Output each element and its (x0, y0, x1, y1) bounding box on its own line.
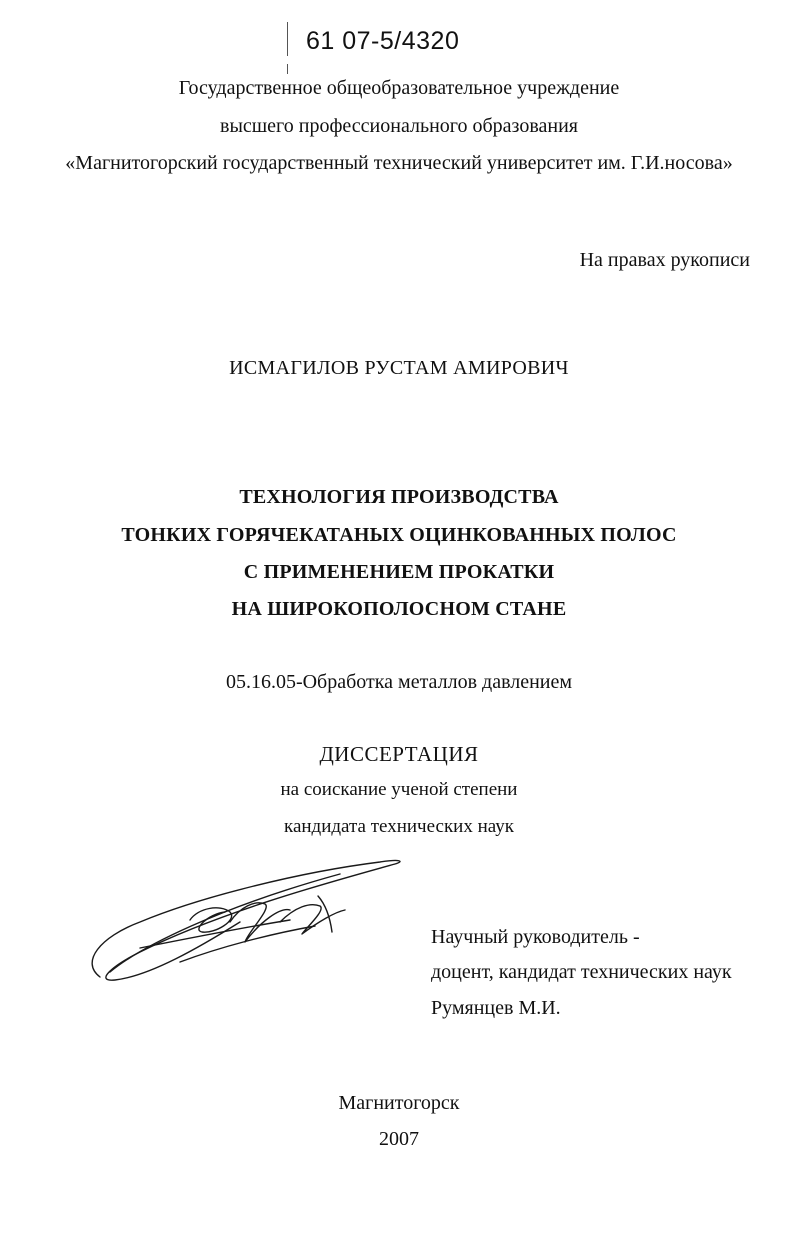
scan-mark-bottom (287, 64, 288, 74)
scan-mark-top (287, 22, 288, 56)
dissertation-label: ДИССЕРТАЦИЯ (319, 742, 479, 766)
institution-line-2: высшего профессионального образования (220, 115, 578, 137)
city: Магнитогорск (338, 1092, 460, 1114)
thesis-title-line-2: ТОНКИХ ГОРЯЧЕКАТАНЫХ ОЦИНКОВАННЫХ ПОЛОС (121, 524, 677, 546)
author-name: ИСМАГИЛОВ РУСТАМ АМИРОВИЧ (229, 357, 569, 379)
thesis-title-line-3: С ПРИМЕНЕНИЕМ ПРОКАТКИ (243, 561, 555, 583)
author-signature (80, 852, 410, 992)
supervisor-title: Научный руководитель - (431, 926, 640, 948)
thesis-title-line-1: ТЕХНОЛОГИЯ ПРОИЗВОДСТВА (239, 486, 559, 508)
thesis-title-line-4: НА ШИРОКОПОЛОСНОМ СТАНЕ (231, 598, 567, 620)
institution-line-3: «Магнитогорский государственный технический университет им. Г.И.носова» (65, 152, 733, 174)
document-number: 61 07-5/4320 (306, 27, 460, 55)
degree-line-1: на соискание ученой степени (280, 779, 518, 800)
supervisor-name: Румянцев М.И. (431, 997, 561, 1019)
year: 2007 (379, 1128, 419, 1150)
supervisor-degree: доцент, кандидат технических наук (431, 961, 732, 983)
degree-line-2: кандидата технических наук (284, 816, 514, 837)
manuscript-rights-note: На правах рукописи (579, 249, 750, 271)
institution-line-1: Государственное общеобразовательное учреждение (178, 77, 620, 99)
specialty-code: 05.16.05-Обработка металлов давлением (225, 671, 573, 693)
